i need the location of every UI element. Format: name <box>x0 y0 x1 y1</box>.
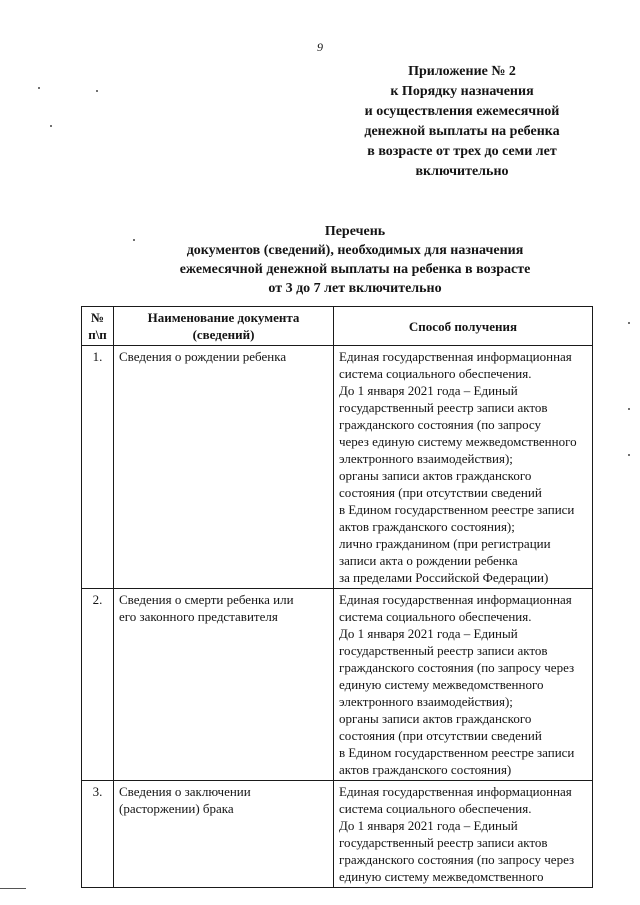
table-row <box>82 781 593 888</box>
document-name-line: его законного представителя <box>119 609 278 624</box>
document-name-line: Сведения о заключении <box>119 784 251 799</box>
method-line: через единую систему межведомственного <box>339 434 577 449</box>
appendix-heading <box>352 62 572 182</box>
row-document-name <box>114 346 334 589</box>
documents-table <box>81 306 593 888</box>
method-line: состояния (при отсутствии сведений <box>339 485 542 500</box>
method-line: До 1 января 2021 года – Единый <box>339 818 518 833</box>
method-line: государственный реестр записи актов <box>339 400 548 415</box>
method-line: Единая государственная информационная <box>339 784 572 799</box>
method-line: система социального обеспечения. <box>339 801 532 816</box>
document-name-line: Сведения о смерти ребенка или <box>119 592 294 607</box>
document-name-line: (расторжении) брака <box>119 801 234 816</box>
method-line: электронного взаимодействия); <box>339 451 513 466</box>
header-number-line: п\п <box>88 327 107 342</box>
method-line: единую систему межведомственного <box>339 677 544 692</box>
row-document-name <box>114 589 334 781</box>
method-line: До 1 января 2021 года – Единый <box>339 626 518 641</box>
document-name-line: Сведения о рождении ребенка <box>119 349 287 364</box>
row-method <box>334 589 593 781</box>
method-line: записи акта о рождении ребенка <box>339 553 518 568</box>
title-line: ежемесячной денежной выплаты на ребенка в возрасте <box>179 262 531 277</box>
header-name-line: (сведений) <box>192 327 255 342</box>
title-line: Перечень <box>324 224 386 239</box>
scan-speck <box>628 454 630 456</box>
method-line: единую систему межведомственного <box>339 869 544 884</box>
header-number-line: № <box>90 310 105 325</box>
method-line: гражданского состояния (по запросу <box>339 417 542 432</box>
method-line: государственный реестр записи актов <box>339 643 548 658</box>
appendix-line: к Порядку назначения <box>390 84 534 99</box>
method-line: органы записи актов гражданского <box>339 468 532 483</box>
header-name-line: Наименование документа <box>147 310 300 325</box>
method-line: в Едином государственном реестре записи <box>339 502 575 517</box>
method-line: лично гражданином (при регистрации <box>339 536 551 551</box>
table-row <box>82 589 593 781</box>
appendix-line: включительно <box>415 164 509 179</box>
method-line: гражданского состояния (по запросу через <box>339 660 575 675</box>
method-line: актов гражданского состояния) <box>339 762 512 777</box>
row-number: 3. <box>82 781 114 888</box>
method-line: государственный реестр записи актов <box>339 835 548 850</box>
table-row <box>82 346 593 589</box>
row-method <box>334 346 593 589</box>
appendix-line: Приложение № 2 <box>408 64 516 79</box>
title-line: документов (сведений), необходимых для назначения <box>186 243 524 258</box>
method-line: электронного взаимодействия); <box>339 694 513 709</box>
scan-speck <box>628 322 630 324</box>
scan-edge-mark <box>0 888 26 889</box>
method-line: До 1 января 2021 года – Единый <box>339 383 518 398</box>
appendix-line: денежной выплаты на ребенка <box>364 124 560 139</box>
scan-speck <box>628 408 630 410</box>
method-line: Единая государственная информационная <box>339 349 572 364</box>
header-method-line: Способ получения <box>408 318 518 334</box>
header-number <box>82 307 114 346</box>
table-header-row <box>82 307 593 346</box>
row-method <box>334 781 593 888</box>
method-line: актов гражданского состояния); <box>339 519 515 534</box>
header-method <box>334 307 593 346</box>
method-line: органы записи актов гражданского <box>339 711 532 726</box>
header-document-name <box>114 307 334 346</box>
row-number: 2. <box>82 589 114 781</box>
appendix-line: и осуществления ежемесячной <box>364 104 560 119</box>
row-number: 1. <box>82 346 114 589</box>
scan-speck <box>133 239 135 241</box>
document-title <box>90 222 620 298</box>
method-line: Единая государственная информационная <box>339 592 572 607</box>
method-line: в Едином государственном реестре записи <box>339 745 575 760</box>
row-document-name <box>114 781 334 888</box>
method-line: система социального обеспечения. <box>339 609 532 624</box>
method-line: состояния (при отсутствии сведений <box>339 728 542 743</box>
page-number: 9 <box>317 40 323 54</box>
table-body <box>82 346 593 888</box>
method-line: за пределами Российской Федерации) <box>339 570 549 585</box>
title-line: от 3 до 7 лет включительно <box>268 281 442 296</box>
scan-speck <box>38 87 40 89</box>
scan-speck <box>96 90 98 92</box>
method-line: гражданского состояния (по запросу через <box>339 852 575 867</box>
appendix-line: в возрасте от трех до семи лет <box>367 144 557 159</box>
scan-speck <box>50 125 52 127</box>
method-line: система социального обеспечения. <box>339 366 532 381</box>
